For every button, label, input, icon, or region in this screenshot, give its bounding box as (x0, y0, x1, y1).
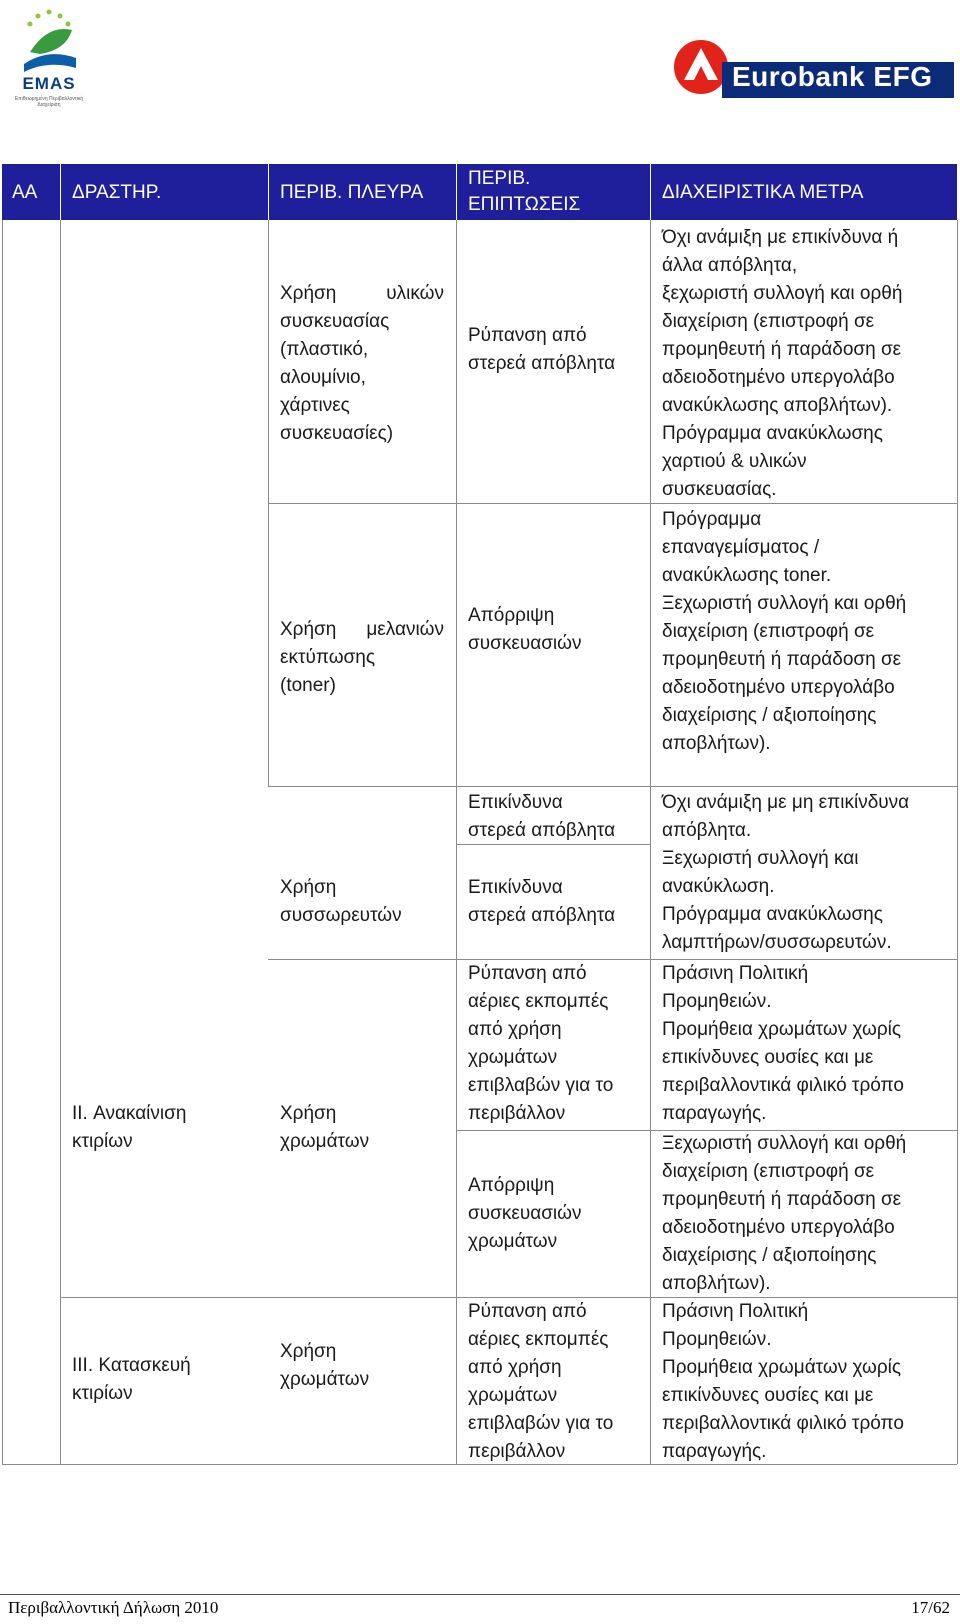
measures-toner: Πρόγραμμα επαναγεμίσματος / ανακύκλωσης toner. Ξεχωριστή συλλογή και ορθή διαχείριση (επιστροφή σε προμηθευτή ή παράδοση σε αδειοδοτημένο υπεργολάβο διαχείρισης / αξιοποίησης αποβλήτων). (662, 509, 907, 754)
header-divider (268, 164, 269, 220)
measures-renovation-b: Ξεχωριστή συλλογή και ορθή διαχείριση (επιστροφή σε προμηθευτή ή παράδοση σε αδειοδοτημένο υπεργολάβο διαχείρισης / αξιοποίησης αποβλήτων). (662, 1133, 907, 1294)
grid-line (456, 220, 457, 1464)
aspect-renovation: Χρήση χρωμάτων (280, 1103, 370, 1152)
emas-leaf-icon (30, 29, 72, 54)
column-header-impact: ΠΕΡΙΒ. ΕΠΙΠΤΩΣΕΙΣ (468, 168, 581, 215)
grid-line (2, 220, 3, 1464)
emas-logo-subtext: Επιθεωρημένη Περιβαλλοντική Διαχείριση (14, 96, 84, 108)
column-header-aspect: ΠΕΡΙΒ. ΠΛΕΥΡΑ (280, 182, 424, 203)
measures-renovation-a: Πράσινη Πολιτική Προμηθειών. Προμήθεια χρωμάτων χωρίς επικίνδυνες ουσίες και με περιβαλλοντικά φιλικό τρόπο παραγωγής. (662, 963, 904, 1124)
measures-construction: Πράσινη Πολιτική Προμηθειών. Προμήθεια χρωμάτων χωρίς επικίνδυνες ουσίες και με περιβαλλοντικά φιλικό τρόπο παραγωγής. (662, 1301, 904, 1462)
footer-page-number: 17/62 (911, 1598, 950, 1617)
impact-renovation-b: Απόρριψη συσκευασιών χρωμάτων (468, 1175, 582, 1252)
column-header-activity: ΔΡΑΣΤΗΡ. (72, 182, 162, 203)
footer-document-title: Περιβαλλοντική Δήλωση 2010 (8, 1598, 219, 1617)
measures-packaging: Όχι ανάμιξη με επικίνδυνα ή άλλα απόβλητα, ξεχωριστή συλλογή και ορθή διαχείριση (επιστροφή σε προμηθευτή ή παράδοση σε αδειοδοτημένο υπεργολάβο ανακύκλωσης αποβλήτων). Πρόγραμμα ανακύκλωσης χαρτιού & υλικών συσκευασίας. (662, 227, 903, 500)
aspect-construction: Χρήση χρωμάτων (280, 1341, 370, 1390)
activity-construction: III. Κατασκευή κτιρίων (72, 1355, 191, 1404)
grid-line (268, 786, 957, 787)
header-divider (60, 164, 61, 220)
emas-stars-icon (28, 10, 71, 27)
header-divider (650, 164, 651, 220)
impact-renovation-a: Ρύπανση από αέριες εκπομπές από χρήση χρωμάτων επιβλαβών για το περιβάλλον (468, 963, 614, 1124)
impact-batteries-b: Επικίνδυνα στερεά απόβλητα (468, 877, 616, 926)
column-header-measures: ΔΙΑΧΕΙΡΙΣΤΙΚΑ ΜΕΤΡΑ (662, 182, 864, 203)
aspect-toner: Χρήση μελανιών εκτύπωσης (toner) (280, 619, 444, 696)
emas-wave-icon (24, 54, 76, 72)
grid-line (957, 220, 958, 1464)
header-divider (456, 164, 457, 220)
impact-packaging: Ρύπανση από στερεά απόβλητα (468, 325, 616, 374)
impact-batteries-a: Επικίνδυνα στερεά απόβλητα (468, 792, 616, 841)
activity-renovation: II. Ανακαίνιση κτιρίων (72, 1103, 187, 1152)
impact-toner: Απόρριψη συσκευασιών (468, 605, 582, 654)
eurobank-logo-text: Eurobank EFG (732, 61, 933, 92)
column-header-aa: ΑΑ (12, 182, 38, 203)
footer-divider (0, 1594, 960, 1595)
grid-line (60, 220, 61, 1464)
measures-batteries: Όχι ανάμιξη με μη επικίνδυνα απόβλητα. Ξεχωριστή συλλογή και ανακύκλωση. Πρόγραμμα ανακύκλωσης λαμπτήρων/συσσωρευτών. (662, 792, 910, 953)
emas-logo-text: EMAS (22, 74, 76, 93)
grid-line (650, 220, 651, 1464)
aspect-packaging: Χρήση υλικών συσκευασίας (πλαστικό, αλουμίνιο, χάρτινες συσκευασίες) (280, 283, 444, 444)
impact-construction: Ρύπανση από αέριες εκπομπές από χρήση χρωμάτων επιβλαβών για το περιβάλλον (468, 1301, 614, 1462)
aspect-batteries: Χρήση συσσωρευτών (280, 877, 402, 926)
